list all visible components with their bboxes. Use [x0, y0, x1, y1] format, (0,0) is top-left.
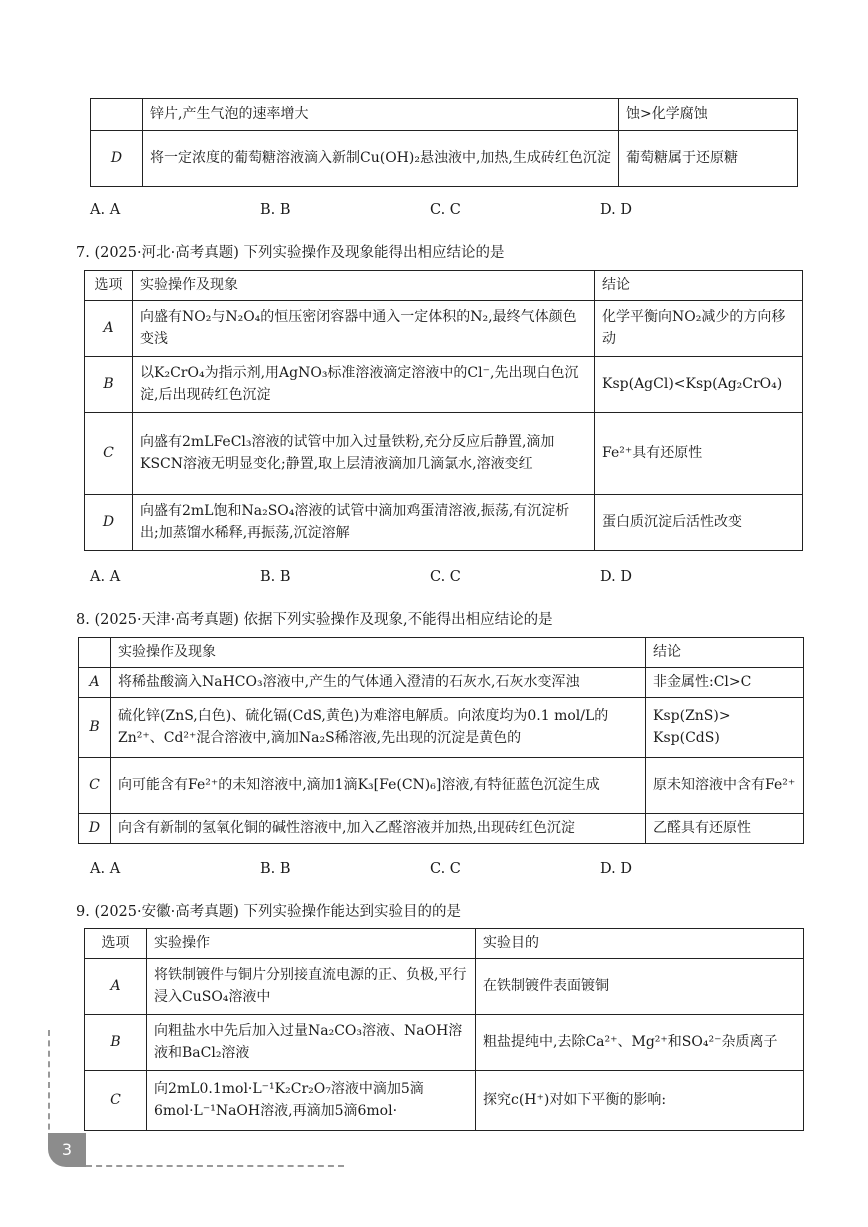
question-8-title: 8. (2025·天津·高考真题) 依据下列实验操作及现象,不能得出相应结论的是	[76, 612, 553, 628]
conclusion-cell: 蛋白质沉淀后活性改变	[595, 495, 803, 551]
conclusion-cell: 乙醛具有还原性	[646, 814, 804, 844]
purpose-cell: 探究c(H⁺)对如下平衡的影响:	[476, 1071, 804, 1131]
answer-option-b[interactable]: B. B	[260, 202, 291, 218]
header-conclusion: 结论	[646, 638, 804, 668]
table-row	[79, 758, 804, 814]
operation-cell: 向粗盐水中先后加入过量Na₂CO₃溶液、NaOH溶液和BaCl₂溶液	[147, 1015, 476, 1071]
operation-cell: 锌片,产生气泡的速率增大	[143, 99, 619, 131]
header-operation: 实验操作	[147, 929, 476, 959]
operation-cell: 向盛有NO₂与N₂O₄的恒压密闭容器中通入一定体积的N₂,最终气体颜色变浅	[133, 301, 595, 357]
conclusion-cell: Ksp(ZnS)> Ksp(CdS)	[646, 698, 804, 758]
conclusion-cell: Ksp(AgCl)<Ksp(Ag₂CrO₄)	[595, 357, 803, 413]
option-label: D	[91, 131, 143, 187]
answer-option-d[interactable]: D. D	[600, 569, 632, 585]
option-label	[91, 99, 143, 131]
page-number: 3	[48, 1133, 86, 1167]
option-label: A	[85, 959, 147, 1015]
conclusion-cell: 蚀>化学腐蚀	[619, 99, 798, 131]
conclusion-cell: 化学平衡向NO₂减少的方向移动	[595, 301, 803, 357]
table-row	[79, 814, 804, 844]
operation-cell: 向2mL0.1mol·L⁻¹K₂Cr₂O₇溶液中滴加5滴6mol·L⁻¹NaOH溶液,再滴加5滴6mol·	[147, 1071, 476, 1131]
header-option: 选项	[85, 271, 133, 301]
operation-cell: 硫化锌(ZnS,白色)、硫化镉(CdS,黄色)为难溶电解质。向浓度均为0.1 mol/L的Zn²⁺、Cd²⁺混合溶液中,滴加Na₂S稀溶液,先出现的沉淀是黄色的	[111, 698, 646, 758]
option-label: D	[79, 814, 111, 844]
conclusion-cell: Fe²⁺具有还原性	[595, 413, 803, 495]
question-7-title: 7. (2025·河北·高考真题) 下列实验操作及现象能得出相应结论的是	[76, 245, 505, 261]
table-header-row	[85, 929, 804, 959]
option-label: D	[85, 495, 133, 551]
option-label: B	[85, 357, 133, 413]
header-option	[79, 638, 111, 668]
table-header-row	[79, 638, 804, 668]
answer-options	[90, 858, 680, 880]
table-row	[85, 495, 803, 551]
footer-dashed-line	[86, 1165, 344, 1167]
table-header-row	[85, 271, 803, 301]
answer-option-d[interactable]: D. D	[600, 861, 632, 877]
table-row	[79, 698, 804, 758]
conclusion-cell: 葡萄糖属于还原糖	[619, 131, 798, 187]
top-table	[90, 98, 798, 187]
operation-cell: 将稀盐酸滴入NaHCO₃溶液中,产生的气体通入澄清的石灰水,石灰水变浑浊	[111, 668, 646, 698]
purpose-cell: 粗盐提纯中,去除Ca²⁺、Mg²⁺和SO₄²⁻杂质离子	[476, 1015, 804, 1071]
question-7-table	[84, 270, 803, 551]
operation-cell: 将铁制镀件与铜片分别接直流电源的正、负极,平行浸入CuSO₄溶液中	[147, 959, 476, 1015]
table-row	[85, 357, 803, 413]
purpose-cell: 在铁制镀件表面镀铜	[476, 959, 804, 1015]
answer-option-c[interactable]: C. C	[430, 569, 461, 585]
operation-cell: 向可能含有Fe²⁺的未知溶液中,滴加1滴K₃[Fe(CN)₆]溶液,有特征蓝色沉淀生成	[111, 758, 646, 814]
answer-options	[90, 566, 680, 588]
table-row	[85, 301, 803, 357]
question-9-table	[84, 928, 804, 1131]
operation-cell: 向盛有2mLFeCl₃溶液的试管中加入过量铁粉,充分反应后静置,滴加KSCN溶液无明显变化;静置,取上层清液滴加几滴氯水,溶液变红	[133, 413, 595, 495]
answer-option-c[interactable]: C. C	[430, 202, 461, 218]
table-row	[85, 413, 803, 495]
answer-option-d[interactable]: D. D	[600, 202, 632, 218]
table-row	[91, 99, 798, 131]
operation-cell: 将一定浓度的葡萄糖溶液滴入新制Cu(OH)₂悬浊液中,加热,生成砖红色沉淀	[143, 131, 619, 187]
answer-option-a[interactable]: A. A	[90, 202, 121, 218]
header-purpose: 实验目的	[476, 929, 804, 959]
table-row	[91, 131, 798, 187]
table-row	[79, 668, 804, 698]
question-9-title: 9. (2025·安徽·高考真题) 下列实验操作能达到实验目的的是	[76, 904, 461, 920]
header-operation: 实验操作及现象	[133, 271, 595, 301]
answer-option-a[interactable]: A. A	[90, 861, 121, 877]
answer-option-b[interactable]: B. B	[260, 861, 291, 877]
option-label: C	[85, 413, 133, 495]
header-conclusion: 结论	[595, 271, 803, 301]
option-label: B	[85, 1015, 147, 1071]
page-margin-dashed-line	[48, 1030, 50, 1140]
answer-options	[90, 199, 680, 221]
answer-option-a[interactable]: A. A	[90, 569, 121, 585]
option-label: A	[85, 301, 133, 357]
option-label: C	[85, 1071, 147, 1131]
conclusion-cell: 原未知溶液中含有Fe²⁺	[646, 758, 804, 814]
answer-option-b[interactable]: B. B	[260, 569, 291, 585]
table-row	[85, 959, 804, 1015]
operation-cell: 向含有新制的氢氧化铜的碱性溶液中,加入乙醛溶液并加热,出现砖红色沉淀	[111, 814, 646, 844]
header-option: 选项	[85, 929, 147, 959]
option-label: A	[79, 668, 111, 698]
operation-cell: 以K₂CrO₄为指示剂,用AgNO₃标准溶液滴定溶液中的Cl⁻,先出现白色沉淀,后出现砖红色沉淀	[133, 357, 595, 413]
option-label: B	[79, 698, 111, 758]
answer-option-c[interactable]: C. C	[430, 861, 461, 877]
table-row	[85, 1015, 804, 1071]
table-row	[85, 1071, 804, 1131]
header-operation: 实验操作及现象	[111, 638, 646, 668]
operation-cell: 向盛有2mL饱和Na₂SO₄溶液的试管中滴加鸡蛋清溶液,振荡,有沉淀析出;加蒸馏水稀释,再振荡,沉淀溶解	[133, 495, 595, 551]
conclusion-cell: 非金属性:Cl>C	[646, 668, 804, 698]
option-label: C	[79, 758, 111, 814]
question-8-table	[78, 637, 804, 844]
